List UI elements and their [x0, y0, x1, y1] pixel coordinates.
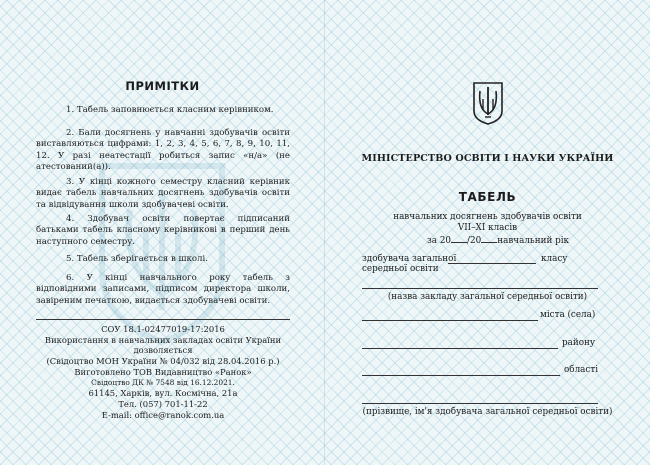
- imprint-address: 61145, Харків, вул. Космічна, 21а: [88, 388, 238, 398]
- school-name-field[interactable]: [362, 288, 598, 289]
- class-field[interactable]: [448, 263, 536, 264]
- region-field[interactable]: [362, 375, 560, 376]
- student-name-field[interactable]: [362, 403, 598, 404]
- student-name-caption: (прізвище, ім'я здобувача загальної середньої освіти): [362, 407, 613, 417]
- year-start-field[interactable]: [451, 234, 467, 243]
- document-subtitle: навчальних досягнень здобувачів освіти: [393, 212, 582, 222]
- imprint-usage: Використання в навчальних закладах освіти України: [44, 335, 282, 345]
- imprint-publisher-certificate: Свідоцтво ДК № 7548 від 16.12.2021.: [91, 378, 235, 387]
- academic-year-line: [427, 234, 569, 247]
- imprint-phone: Тел. (057) 701-11-22: [118, 399, 208, 409]
- imprint-divider: [36, 319, 290, 320]
- year-suffix: навчальний рік: [497, 236, 570, 246]
- ministry-name: МІНІСТЕРСТВО ОСВІТИ І НАУКИ УКРАЇНИ: [361, 153, 614, 164]
- document-title: ТАБЕЛЬ: [458, 190, 517, 204]
- note-4: 4. Здобувач освіти повертає підписаний батьками табель класному керівникові в перший день наступного семестру.: [36, 214, 290, 247]
- imprint-allowed: дозволяється: [133, 345, 193, 355]
- note-6: 6. У кінці навчального року табель з відповідними записами, підписом директора школи, завіреним печаткою, видається здобувачеві освіти.: [36, 273, 290, 306]
- year-mid: /20: [467, 236, 482, 246]
- city-field[interactable]: [362, 320, 538, 321]
- region-label: області: [564, 365, 599, 375]
- student-class-label-left: здобувача загальної: [362, 254, 457, 264]
- note-5: 5. Табель зберігається в школі.: [66, 254, 208, 264]
- student-class-label-right: класу: [541, 254, 568, 264]
- student-class-label-second: середньої освіти: [362, 264, 439, 274]
- note-1: 1. Табель заповнюється класним керівником.: [66, 105, 274, 115]
- year-end-field[interactable]: [481, 234, 497, 243]
- imprint-publisher: Виготовлено ТОВ Видавництво «Ранок»: [74, 367, 252, 377]
- district-field[interactable]: [362, 348, 558, 349]
- imprint-certificate: (Свідоцтво МОН України № 04/032 від 28.04.2016 р.): [46, 356, 280, 366]
- note-3: 3. У кінці кожного семестру класний керівник видає табель навчальних досягнень здобувачів освіти та відвідування школи здобувачеві освіти.: [36, 177, 290, 210]
- year-prefix: за 20: [427, 236, 452, 246]
- imprint-standard: СОУ 18.1-02477019-17:2016: [101, 324, 225, 334]
- note-2: 2. Бали досягнень у навчанні здобувачів освіти виставляються цифрами: 1, 2, 3, 4, 5, 6, 7, 8, 9, 10, 11, 12. У разі неатестації робиться запис «н/а» (не атестований(а)).: [36, 128, 290, 172]
- trident-icon: [471, 81, 505, 125]
- imprint-email: E-mail: office@ranok.com.ua: [101, 410, 225, 420]
- school-name-caption: (назва закладу загальної середньої освіти): [387, 292, 588, 302]
- district-label: району: [562, 338, 596, 348]
- classes-range: VII–XI класів: [457, 223, 518, 233]
- notes-title: ПРИМІТКИ: [125, 79, 200, 93]
- city-label: міста (села): [540, 310, 596, 320]
